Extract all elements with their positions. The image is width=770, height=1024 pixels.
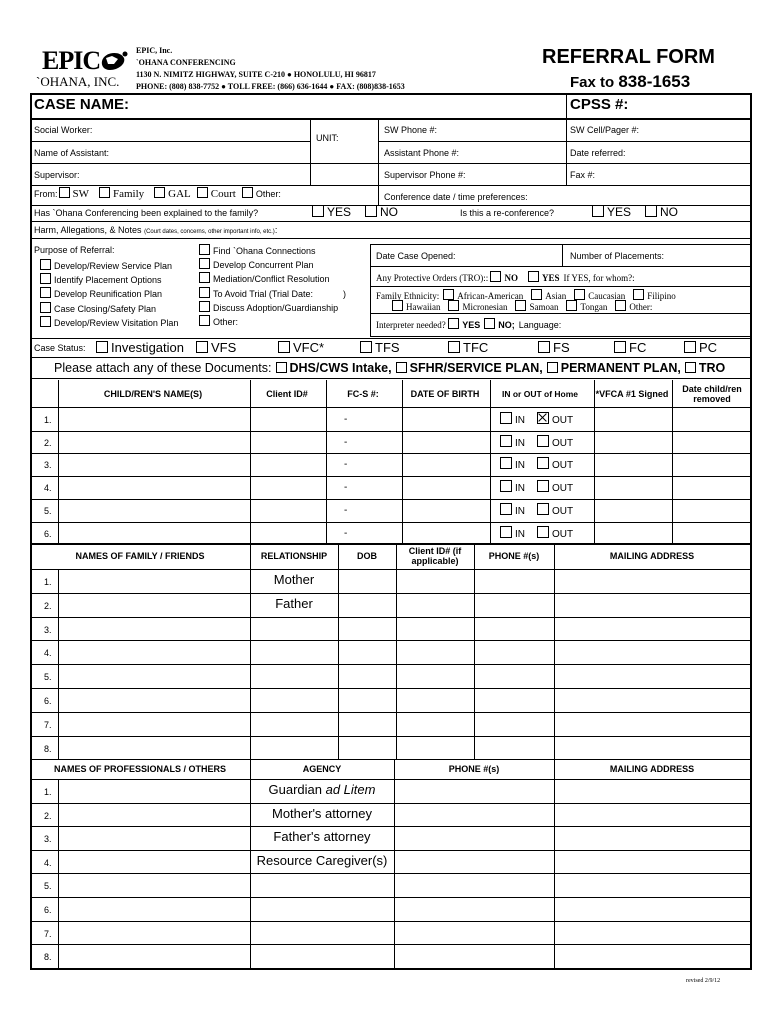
col-dob: DATE OF BIRTH: [410, 389, 480, 399]
status-vfc[interactable]: [278, 340, 324, 355]
fax-label[interactable]: Fax #:: [570, 170, 596, 180]
fcs-dash: -: [344, 482, 348, 494]
org-line-3: 1130 N. NIMITZ HIGHWAY, SUITE C-210 ● HONOLULU, HI 96817: [136, 70, 376, 79]
eth-african-american-label: African-American: [457, 291, 524, 301]
professional-name-field[interactable]: [60, 851, 248, 873]
attach-sfhr-checkbox[interactable]: [396, 362, 407, 373]
purpose-mediation[interactable]: [199, 272, 346, 286]
form-title: REFERRAL FORM: [542, 46, 715, 68]
purpose-label: Purpose of Referral:: [34, 245, 115, 255]
col-family-dob: DOB: [357, 551, 377, 561]
logo-bottom: `OHANA, INC.: [36, 74, 120, 89]
out-label: OUT: [552, 415, 574, 426]
attach-dhs-checkbox[interactable]: [276, 362, 287, 373]
out-checkbox[interactable]: [537, 480, 549, 492]
unit-label[interactable]: UNIT:: [316, 133, 339, 143]
cpss-label: CPSS #:: [570, 96, 629, 113]
supervisor-label[interactable]: Supervisor:: [34, 170, 80, 180]
explained-no-label: NO: [380, 205, 399, 219]
family-row-number: 1.: [44, 577, 52, 587]
col-agency: AGENCY: [302, 764, 342, 774]
eth-hawaiian-checkbox[interactable]: [392, 300, 403, 311]
attach-permanent-checkbox[interactable]: [547, 362, 558, 373]
out-checkbox[interactable]: [537, 526, 549, 538]
eth-filipino-checkbox[interactable]: [633, 289, 644, 300]
col-client-id: Client ID#: [266, 389, 308, 399]
col-fcs: FC-S #:: [347, 389, 379, 399]
status-pc-label: PC: [699, 340, 718, 355]
explained-yes-label: YES: [327, 205, 352, 219]
out-label: OUT: [552, 483, 574, 495]
from-sw-checkbox[interactable]: [59, 187, 70, 198]
family-name-field[interactable]: [60, 594, 248, 616]
col-family-client-id-label: Client ID# (if applicable): [408, 546, 462, 566]
protective-orders-row: [376, 271, 635, 283]
in-out-options: [500, 412, 573, 426]
professional-name-field[interactable]: [60, 922, 248, 944]
col-prof-address: MAILING ADDRESS: [609, 764, 695, 774]
case-name-label: CASE NAME:: [34, 96, 130, 113]
family-row-number: 2.: [44, 600, 52, 611]
family-name-field[interactable]: [60, 641, 248, 663]
interpreter-yes-label: YES: [462, 320, 481, 330]
out-checkbox[interactable]: [537, 412, 549, 424]
eth-samoan-checkbox[interactable]: [515, 300, 526, 311]
out-checkbox[interactable]: [537, 457, 549, 469]
family-name-field[interactable]: [60, 713, 248, 735]
child-row-number: 1.: [44, 415, 52, 425]
in-checkbox[interactable]: [500, 503, 512, 515]
status-tfs-label: TFS: [375, 340, 400, 355]
purpose-concurrent[interactable]: [199, 258, 346, 272]
family-name-field[interactable]: [60, 737, 248, 759]
reconference-yes-checkbox[interactable]: [592, 205, 604, 217]
out-label: OUT: [552, 505, 574, 517]
agency-value[interactable]: [250, 782, 394, 797]
conference-pref-label[interactable]: Conference date / time preferences:: [384, 192, 528, 202]
explained-yes-checkbox[interactable]: [312, 205, 324, 217]
eth-filipino-label: Filipino: [647, 291, 676, 301]
purpose-adoption[interactable]: [199, 301, 346, 315]
interpreter-row: [376, 318, 561, 330]
purpose-adoption-label: Discuss Adoption/Guardianship: [213, 302, 339, 313]
attach-tro-checkbox[interactable]: [685, 362, 696, 373]
purpose-reunification[interactable]: [40, 287, 178, 301]
date-referred-label[interactable]: Date referred:: [570, 148, 626, 158]
agency-value[interactable]: Mother's attorney: [271, 805, 373, 821]
col-date-removed: Date child/ren removed: [682, 384, 742, 404]
agency-value-part: Guardian: [268, 782, 326, 797]
reconference-yes-label: YES: [607, 205, 632, 219]
in-checkbox[interactable]: [500, 457, 512, 469]
child-row-number: 4.: [44, 483, 52, 494]
status-investigation[interactable]: [96, 340, 184, 355]
explained-question: Has `Ohana Conferencing been explained to the family?: [34, 208, 259, 218]
in-label: IN: [515, 505, 525, 517]
family-name-field[interactable]: [60, 689, 248, 711]
col-prof-names: NAMES OF PROFESSIONALS / OTHERS: [53, 764, 226, 774]
status-fc-label: FC: [629, 340, 647, 355]
professional-row-number: 6.: [44, 905, 52, 915]
in-label: IN: [515, 415, 525, 426]
in-checkbox[interactable]: [500, 526, 512, 538]
professional-name-field[interactable]: [60, 804, 248, 826]
interpreter-label: Interpreter needed?: [376, 320, 446, 330]
agency-value[interactable]: Resource Caregiver(s): [256, 852, 388, 868]
status-vfc-label: VFC*: [293, 340, 325, 355]
eth-tongan-checkbox[interactable]: [566, 300, 577, 311]
agency-value-italic: ad Litem: [325, 782, 376, 797]
case-name-field[interactable]: [150, 95, 560, 117]
relationship-value[interactable]: Father: [275, 595, 313, 611]
family-row-number: 7.: [44, 719, 52, 730]
purpose-service-plan[interactable]: [40, 259, 178, 273]
professional-row-number: 2.: [44, 810, 52, 821]
purpose-service-plan-label: Develop/Review Service Plan: [54, 261, 173, 271]
eth-other-label: Other:: [629, 302, 653, 312]
logo-top: EPIC: [42, 46, 101, 75]
harm-hint: (Court dates, concerns, other important info, etc.): [144, 229, 275, 235]
professional-row-number: 1.: [44, 787, 52, 797]
col-vfca: *VFCA #1 Signed: [595, 389, 669, 399]
in-checkbox[interactable]: [500, 435, 512, 447]
po-yes-checkbox[interactable]: [528, 271, 539, 282]
out-label: OUT: [552, 528, 574, 540]
po-no-checkbox[interactable]: [490, 271, 501, 282]
professional-name-field[interactable]: [60, 874, 248, 896]
purpose-find-connections[interactable]: [199, 244, 346, 258]
in-label: IN: [515, 437, 525, 449]
col-relationship: RELATIONSHIP: [260, 551, 328, 561]
purpose-avoid-trial-label: To Avoid Trial (Trial Date:: [213, 288, 314, 299]
out-label: OUT: [552, 460, 574, 472]
eth-samoan-label: Samoan: [529, 302, 559, 312]
purpose-concurrent-label: Develop Concurrent Plan: [213, 260, 314, 271]
in-out-options: [500, 480, 573, 494]
purpose-avoid-trial[interactable]: [199, 287, 346, 301]
eth-caucasian-label: Caucasian: [588, 291, 626, 301]
harm-label-row[interactable]: [34, 225, 277, 235]
from-sw-label: SW: [72, 188, 89, 200]
attach-dhs-label: DHS/CWS Intake,: [289, 361, 392, 375]
org-line-1: EPIC, Inc.: [136, 46, 173, 55]
fcs-dash: -: [344, 527, 348, 539]
purpose-other-label: Other:: [213, 317, 239, 328]
in-out-options: [500, 526, 573, 540]
eth-hawaiian-label: Hawaiian: [406, 302, 441, 312]
eth-asian-checkbox[interactable]: [531, 289, 542, 300]
out-checkbox[interactable]: [537, 503, 549, 515]
status-tfc[interactable]: [448, 340, 488, 355]
org-line-2: `OHANA CONFERENCING: [136, 58, 236, 67]
professional-row-number: 5.: [44, 881, 52, 892]
case-status-label: Case Status:: [34, 343, 86, 353]
in-checkbox[interactable]: [500, 412, 512, 424]
professional-row-number: 4.: [44, 857, 52, 868]
from-court-checkbox[interactable]: [197, 187, 208, 198]
status-pc[interactable]: [684, 340, 717, 355]
po-no-label: NO: [504, 273, 518, 283]
in-out-options: [500, 435, 573, 449]
purpose-visitation-label: Develop/Review Visitation Plan: [54, 317, 179, 328]
eth-tongan-label: Tongan: [580, 302, 608, 312]
status-vfs[interactable]: [196, 340, 236, 355]
in-label: IN: [515, 483, 525, 495]
reconference-no-label: NO: [660, 205, 679, 219]
status-tfs[interactable]: [360, 340, 400, 355]
status-investigation-label: Investigation: [111, 340, 184, 355]
family-name-field[interactable]: [60, 618, 248, 640]
in-label: IN: [515, 460, 525, 472]
purpose-other[interactable]: [199, 315, 346, 329]
purpose-mediation-label: Mediation/Conflict Resolution: [213, 274, 330, 285]
col-child-names: CHILD/REN'S NAME(S): [103, 389, 203, 399]
purpose-find-connections-label: Find `Ohana Connections: [213, 246, 316, 256]
eth-micronesian-label: Micronesian: [462, 302, 508, 312]
fax-to: [570, 72, 690, 92]
from-gal-label: GAL: [168, 188, 191, 200]
child-name-field[interactable]: [60, 432, 248, 453]
from-family-checkbox[interactable]: [99, 187, 110, 198]
reconference-options: [592, 205, 678, 219]
protective-orders-label: Any Protective Orders (TRO)::: [376, 273, 489, 283]
purpose-placement-options[interactable]: [40, 273, 178, 287]
fax-prefix: Fax to: [570, 74, 619, 91]
po-yes-label: YES: [541, 273, 560, 283]
status-vfs-label: VFS: [211, 340, 237, 355]
sw-phone-label[interactable]: SW Phone #:: [384, 125, 438, 135]
agency-value[interactable]: Father's attorney: [273, 829, 371, 845]
ethnicity-row-2: [392, 300, 652, 312]
col-prof-phone: PHONE #(s): [448, 764, 500, 774]
eth-other-checkbox[interactable]: [615, 300, 626, 311]
eth-caucasian-checkbox[interactable]: [574, 289, 585, 300]
professional-row-number: 8.: [44, 952, 52, 963]
logo-turtle-icon: [98, 48, 128, 74]
status-tfc-label: TFC: [463, 340, 489, 355]
child-row-number: 3.: [44, 460, 52, 471]
cpss-field[interactable]: [640, 95, 748, 117]
out-checkbox[interactable]: [537, 435, 549, 447]
purpose-placement-options-label: Identify Placement Options: [54, 275, 162, 286]
interpreter-no-label: NO;: [498, 320, 515, 330]
org-line-4: PHONE: (808) 838-7752 ● TOLL FREE: (866) 636-1644 ● FAX: (808)838-1653: [136, 82, 405, 91]
family-row-number: 5.: [44, 672, 52, 683]
explained-no-checkbox[interactable]: [365, 205, 377, 217]
explained-options: [312, 205, 398, 219]
professional-row-number: 7.: [44, 928, 52, 939]
family-row-number: 8.: [44, 743, 52, 754]
assistant-phone-label[interactable]: Assistant Phone #:: [384, 148, 460, 158]
ethnicity-label: Family Ethnicity:: [376, 291, 440, 301]
from-other-checkbox[interactable]: [242, 187, 253, 198]
professional-name-field[interactable]: [60, 945, 248, 967]
child-row-number: 6.: [44, 528, 52, 539]
harm-label: Harm, Allegations, & Notes: [34, 225, 142, 235]
fcs-dash: -: [344, 459, 348, 471]
child-name-field[interactable]: [60, 500, 248, 521]
attach-permanent-label: PERMANENT PLAN,: [560, 361, 681, 375]
purpose-reunification-label: Develop Reunification Plan: [54, 289, 163, 300]
status-fs[interactable]: [538, 340, 570, 355]
out-label: OUT: [552, 437, 574, 449]
child-name-field[interactable]: [60, 523, 248, 544]
in-label: IN: [515, 528, 525, 540]
purpose-left-list: [40, 259, 178, 330]
professional-row-number: 3.: [44, 834, 52, 845]
harm-colon: :: [274, 225, 278, 235]
col-family-client-id: [396, 543, 474, 569]
reconference-no-checkbox[interactable]: [645, 205, 657, 217]
trial-date-close: ): [343, 288, 347, 299]
child-name-field[interactable]: [60, 477, 248, 498]
col-family-phone: PHONE #(s): [488, 551, 540, 561]
date-opened-label[interactable]: Date Case Opened:: [376, 251, 456, 261]
attach-sfhr-label: SFHR/SERVICE PLAN,: [409, 361, 543, 375]
from-court-label: Court: [210, 188, 236, 200]
attach-row: [54, 361, 725, 375]
purpose-right-list: [199, 244, 346, 329]
from-row: [34, 187, 281, 200]
fcs-dash: -: [344, 436, 348, 448]
family-row-number: 6.: [44, 696, 52, 706]
purpose-case-closing[interactable]: [40, 302, 178, 316]
col-family-address: MAILING ADDRESS: [609, 551, 695, 561]
from-label: From:: [34, 189, 58, 199]
reconference-question: Is this a re-conference?: [460, 208, 555, 218]
col-in-out: IN or OUT of Home: [501, 389, 579, 399]
purpose-case-closing-label: Case Closing/Safety Plan: [54, 303, 157, 314]
child-name-field[interactable]: [60, 409, 248, 430]
eth-asian-label: Asian: [545, 291, 567, 301]
fax-number: 838-1653: [618, 72, 691, 91]
family-row-number: 4.: [44, 648, 52, 659]
po-whom-label: If YES, for whom?:: [563, 273, 635, 283]
logo: [34, 46, 130, 92]
child-row-number: 2.: [44, 437, 52, 448]
supervisor-phone-label[interactable]: Supervisor Phone #:: [384, 170, 466, 180]
from-family-label: Family: [113, 188, 145, 200]
professional-name-field[interactable]: [60, 898, 248, 920]
interpreter-yes-checkbox[interactable]: [448, 318, 459, 329]
status-fs-label: FS: [553, 340, 570, 355]
assistant-name-label[interactable]: Name of Assistant:: [34, 148, 110, 158]
language-label: Language:: [518, 320, 562, 330]
revised-note: revised 2/9/12: [686, 978, 721, 984]
professional-name-field[interactable]: [60, 780, 248, 802]
professional-name-field[interactable]: [60, 827, 248, 849]
sw-cell-label[interactable]: SW Cell/Pager #:: [570, 125, 640, 135]
fcs-dash: -: [344, 504, 348, 516]
fcs-dash: -: [344, 414, 348, 425]
family-name-field[interactable]: [60, 665, 248, 687]
eth-micronesian-checkbox[interactable]: [448, 300, 459, 311]
attach-prefix: Please attach any of these Documents:: [54, 361, 272, 375]
in-checkbox[interactable]: [500, 480, 512, 492]
status-fc[interactable]: [614, 340, 646, 355]
social-worker-label[interactable]: Social Worker:: [34, 125, 93, 135]
family-name-field[interactable]: [60, 570, 248, 592]
purpose-visitation[interactable]: [40, 316, 178, 330]
relationship-value[interactable]: Mother: [273, 572, 315, 587]
from-gal-checkbox[interactable]: [154, 187, 165, 198]
family-row-number: 3.: [44, 624, 52, 635]
num-placements-label[interactable]: Number of Placements:: [570, 251, 665, 261]
from-other-label: Other:: [255, 189, 281, 199]
interpreter-no-checkbox[interactable]: [484, 318, 495, 329]
attach-tro-label: TRO: [698, 361, 726, 375]
col-family-names: NAMES OF FAMILY / FRIENDS: [75, 551, 205, 561]
eth-african-american-checkbox[interactable]: [443, 289, 454, 300]
child-row-number: 5.: [44, 505, 52, 516]
in-out-options: [500, 457, 573, 471]
child-name-field[interactable]: [60, 454, 248, 475]
in-out-options: [500, 503, 573, 517]
